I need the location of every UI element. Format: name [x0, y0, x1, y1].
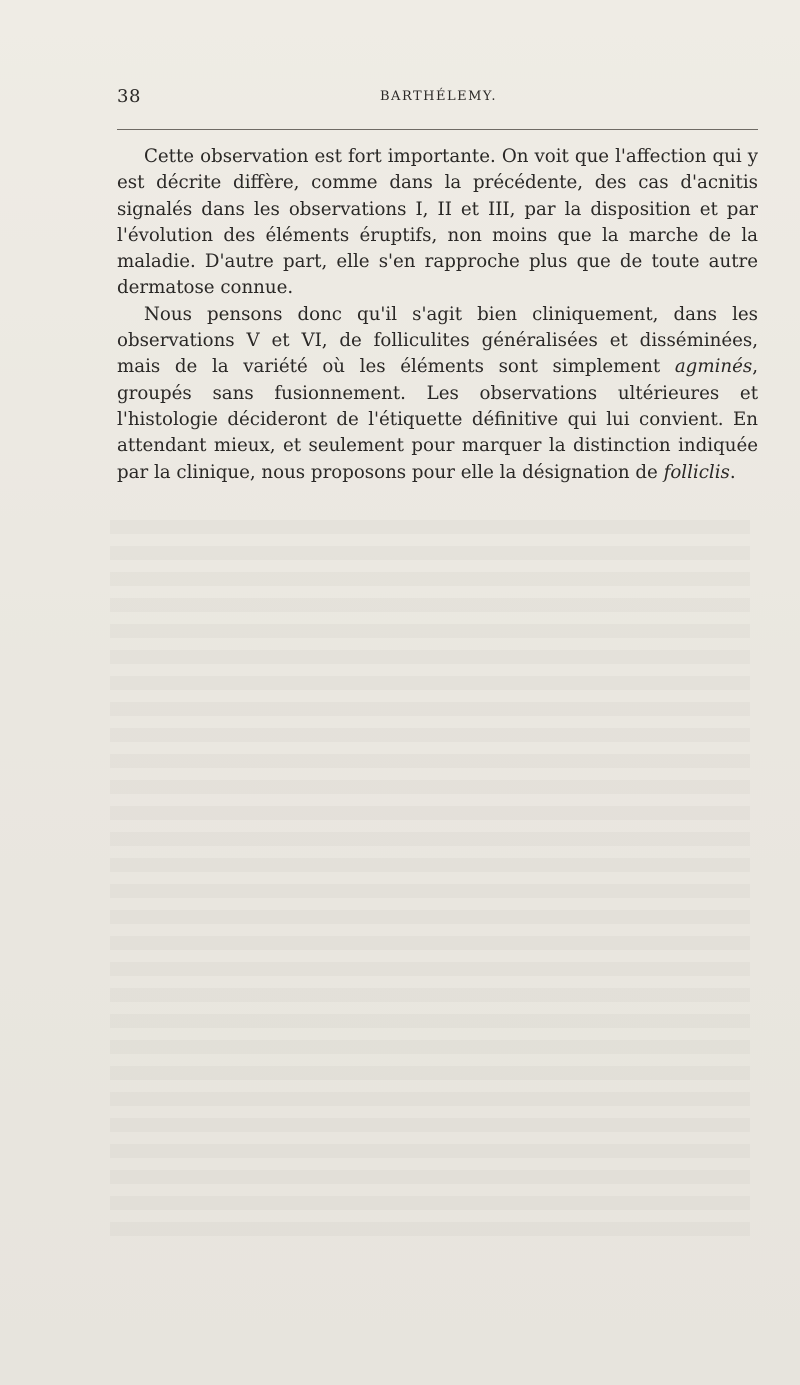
body-text [117, 144, 758, 486]
running-head: BARTHÉLEMY. [380, 89, 497, 104]
header-rule [117, 129, 758, 130]
page-number: 38 [117, 86, 141, 107]
paragraph-text: Cette observation est fort importante. On voit que l'affection qui y est décrite diffère, comme dans la précédente, des cas d'acnitis signalés dans les observations I, II et III, par la disposition et par l'évolution des éléments éruptifs, non moins que la marche de la maladie. D'autre part, elle s'en rapproche plus que de toute autre dermatose connue. [117, 146, 758, 299]
paragraph [117, 144, 758, 302]
paragraph [117, 302, 758, 486]
italic-term: folliclis [663, 461, 730, 483]
show-through-text [110, 520, 750, 1240]
paragraph-text: Nous pensons donc qu'il s'agit bien cliniquement, dans les observations V et VI, de folliculites généralisées et disséminées, mais de la variété où les éléments sont simplement [117, 303, 758, 378]
italic-term: agminés [674, 356, 753, 378]
paragraph-text: , groupés sans fusionnement. Les observations ultérieures et l'histologie décideront de l'étiquette définitive qui lui convient. En attendant mieux, et seulement pour marquer la distinction indiquée par la clinique, nous proposons pour elle la désignation de [117, 356, 758, 483]
paragraph-text: . [729, 461, 736, 483]
